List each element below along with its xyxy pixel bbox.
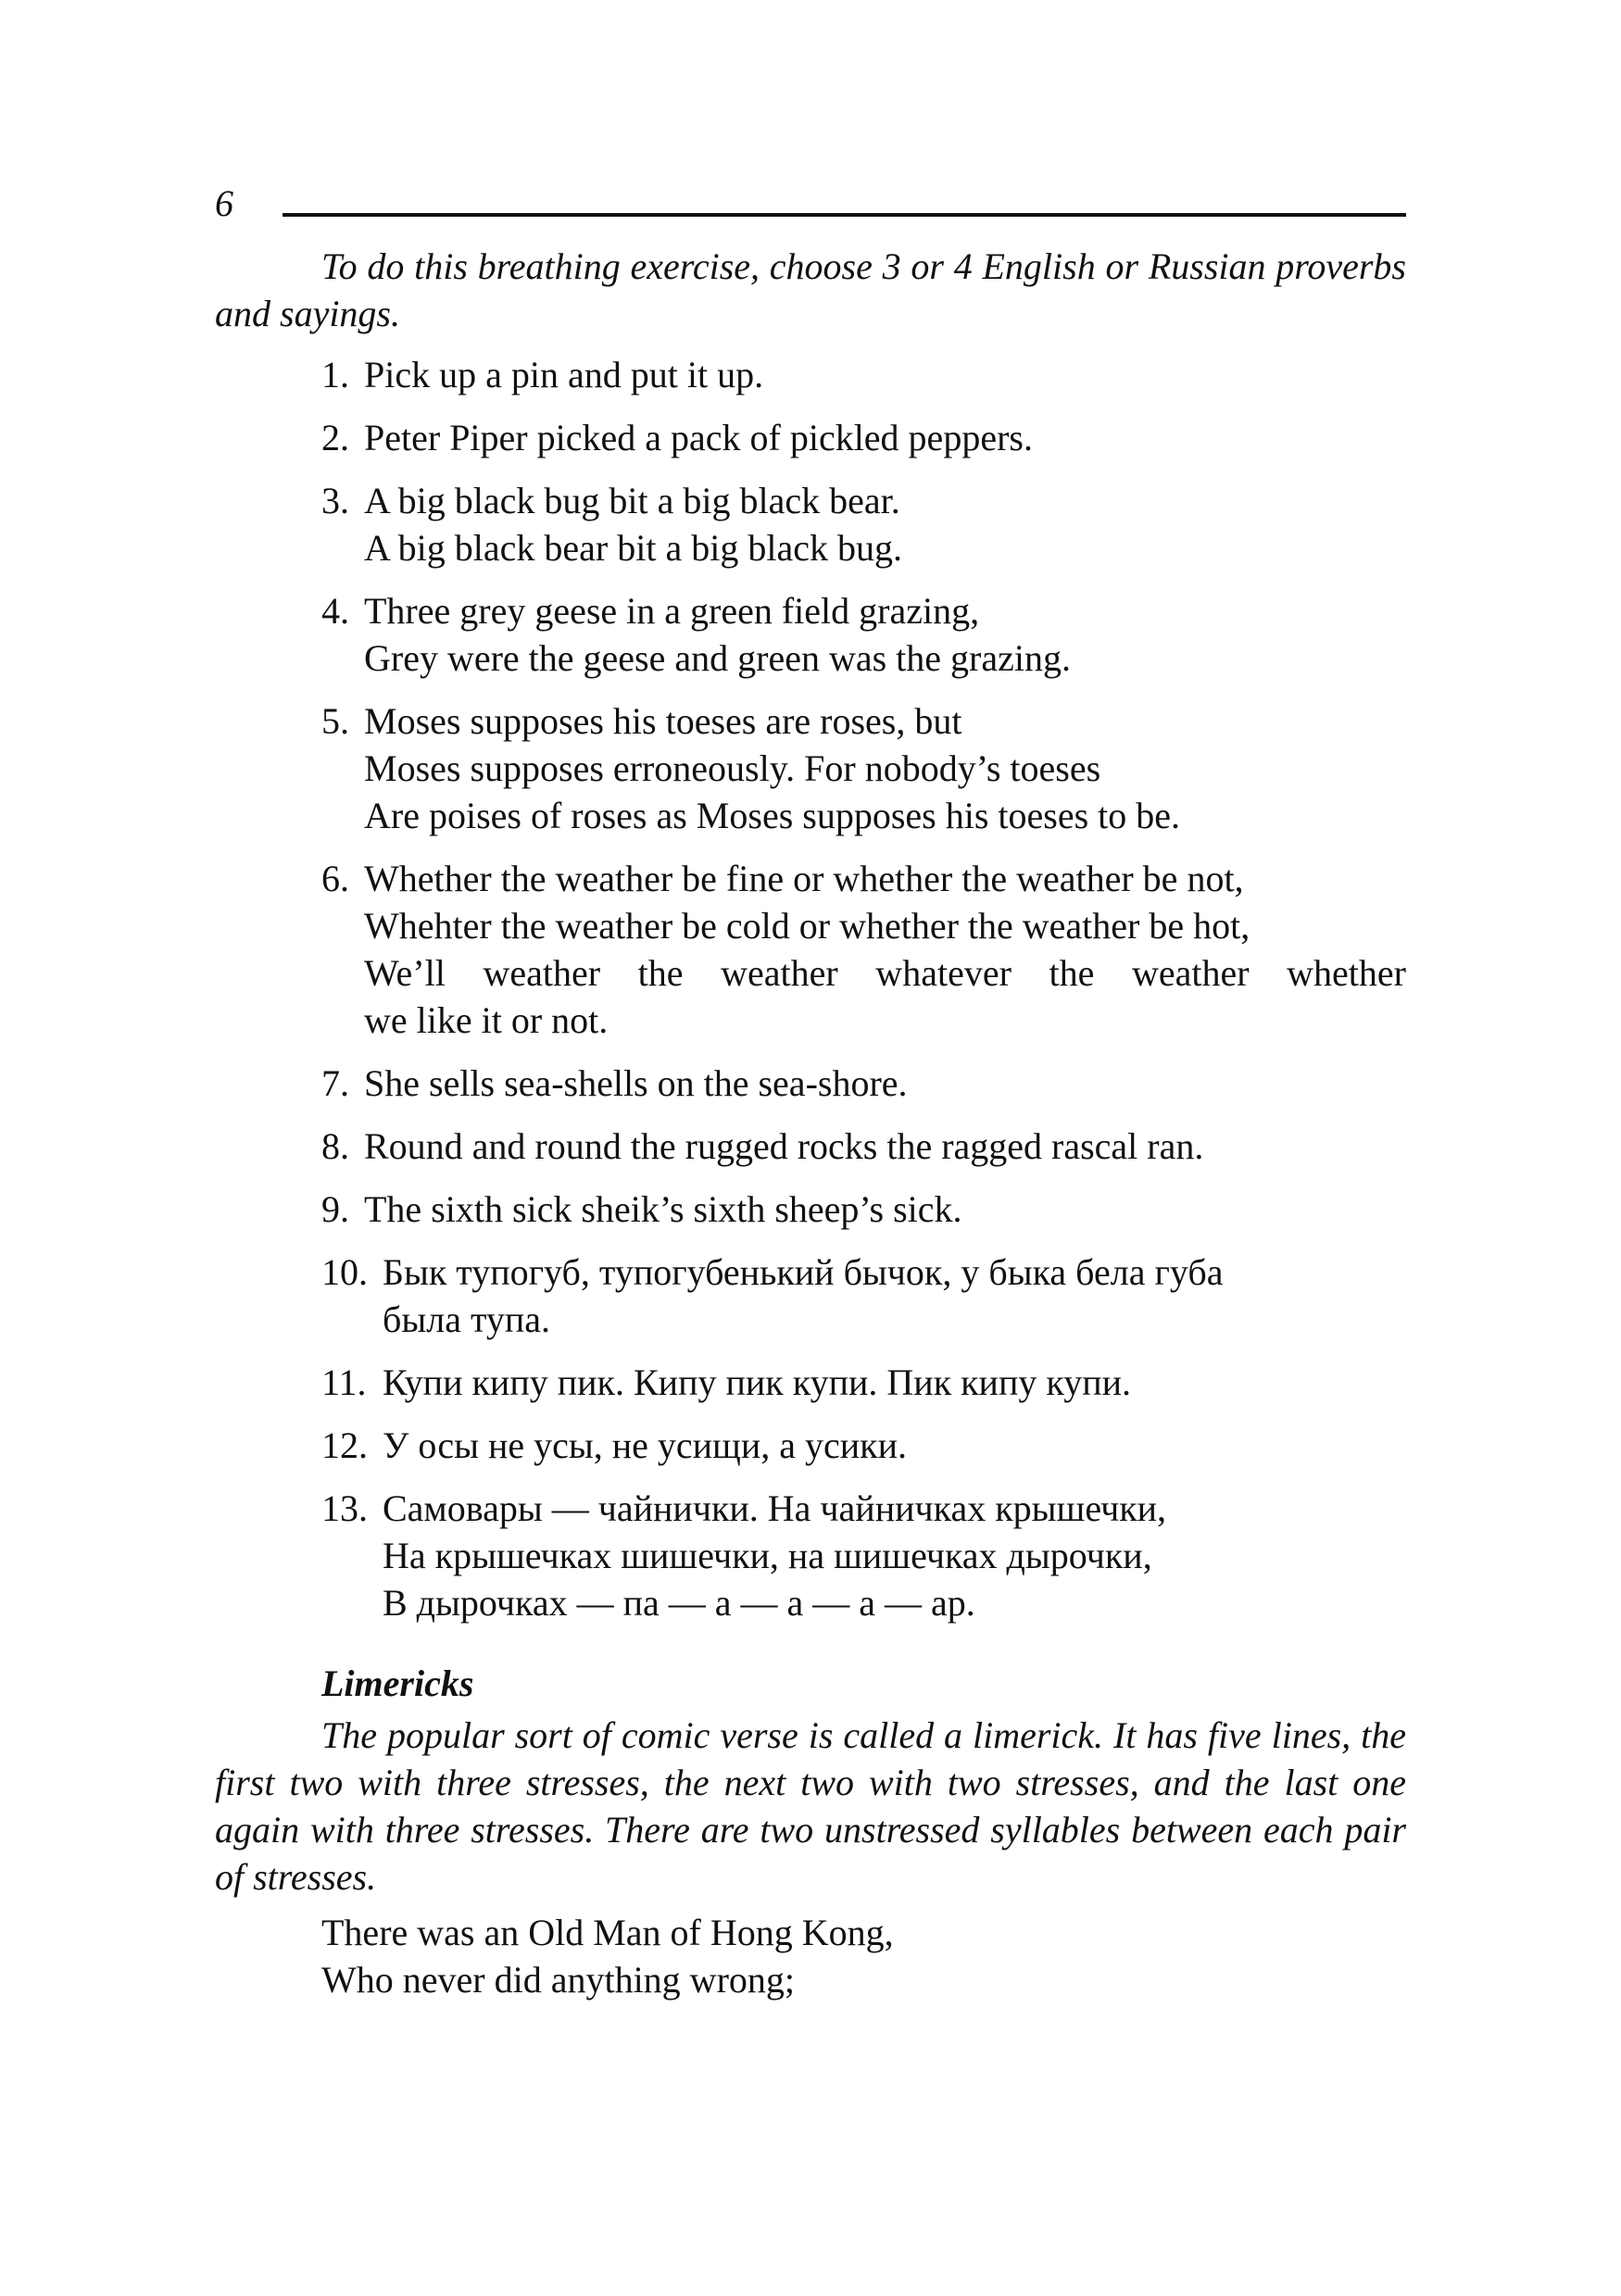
item-line: Grey were the geese and green was the grazing.	[364, 637, 1071, 679]
header-rule	[283, 213, 1406, 217]
item-number: 12.	[321, 1424, 368, 1466]
item-line: A big black bug bit a big black bear.	[364, 480, 900, 521]
item-number: 2.	[321, 417, 349, 458]
item-number: 8.	[321, 1125, 349, 1167]
page-content	[215, 243, 1406, 2003]
item-line: В дырочках — па — а — а — а — ар.	[383, 1582, 975, 1624]
limericks-description: The popular sort of comic verse is called a limerick. It has five lines, the first two with three stresses, the next two with two stresses, and the last one again with three stresses. There are two unstressed syllables between each pair of stresses.	[215, 1714, 1406, 1898]
item-number: 6.	[321, 858, 349, 899]
poem-line: Who never did anything wrong;	[321, 1959, 795, 2001]
item-line: Купи кипу пик. Кипу пик купи. Пик кипу купи.	[383, 1361, 1132, 1403]
list-item	[321, 697, 1406, 839]
list-item	[321, 1485, 1406, 1626]
list-item	[321, 1186, 1406, 1233]
list-item	[321, 1422, 1406, 1469]
item-line: Whether the weather be fine or whether the weather be not,	[364, 858, 1244, 899]
item-line: Peter Piper picked a pack of pickled peppers.	[364, 417, 1033, 458]
item-line: Бык тупогуб, тупогубенький бычок, у быка бела губа	[383, 1251, 1224, 1293]
item-line: Three grey geese in a green field grazing,	[364, 590, 980, 632]
tongue-twister-list	[215, 351, 1406, 1626]
item-line: Pick up a pin and put it up.	[364, 354, 764, 395]
list-item	[321, 855, 1406, 1044]
item-line: Moses supposes his toeses are roses, but	[364, 700, 962, 742]
list-item	[321, 1123, 1406, 1170]
list-item	[321, 1248, 1406, 1343]
item-number: 11.	[321, 1361, 367, 1403]
exercise-instructions: To do this breathing exercise, choose 3 or 4 English or Russian proverbs and sayings.	[215, 245, 1406, 334]
item-number: 10.	[321, 1251, 368, 1293]
item-number: 7.	[321, 1062, 349, 1104]
item-line: Whehter the weather be cold or whether the weather be hot,	[364, 905, 1250, 947]
item-line: Are poises of roses as Moses supposes his toeses to be.	[364, 795, 1181, 836]
list-item	[321, 587, 1406, 682]
item-line: Самовары — чайнички. На чайничках крышечки,	[383, 1487, 1167, 1529]
item-number: 9.	[321, 1188, 349, 1230]
item-number: 13.	[321, 1487, 368, 1529]
list-item	[321, 414, 1406, 461]
item-line: была тупа.	[383, 1299, 551, 1340]
item-line: Round and round the rugged rocks the ragged rascal ran.	[364, 1125, 1204, 1167]
item-line: we like it or not.	[364, 999, 609, 1041]
item-line: The sixth sick sheik’s sixth sheep’s sick.	[364, 1188, 962, 1230]
item-line: She sells sea-shells on the sea-shore.	[364, 1062, 908, 1104]
item-line: На крышечках шишечки, на шишечках дырочки,	[383, 1535, 1152, 1576]
poem-line: There was an Old Man of Hong Kong,	[321, 1912, 894, 1953]
item-number: 5.	[321, 700, 349, 742]
item-number: 4.	[321, 590, 349, 632]
item-line: Moses supposes erroneously. For nobody’s toeses	[364, 747, 1101, 789]
list-item	[321, 1359, 1406, 1406]
limerick-poem	[321, 1909, 1406, 2003]
item-line: We’ll weather the weather whatever the weather whether	[364, 952, 1406, 994]
item-number: 1.	[321, 354, 349, 395]
list-item	[321, 351, 1406, 398]
page-number: 6	[215, 182, 233, 224]
item-number: 3.	[321, 480, 349, 521]
item-line: У осы не усы, не усищи, а усики.	[383, 1424, 908, 1466]
limericks-heading: Limericks	[321, 1662, 474, 1704]
list-item	[321, 1060, 1406, 1107]
item-line: A big black bear bit a big black bug.	[364, 527, 902, 569]
list-item	[321, 477, 1406, 571]
